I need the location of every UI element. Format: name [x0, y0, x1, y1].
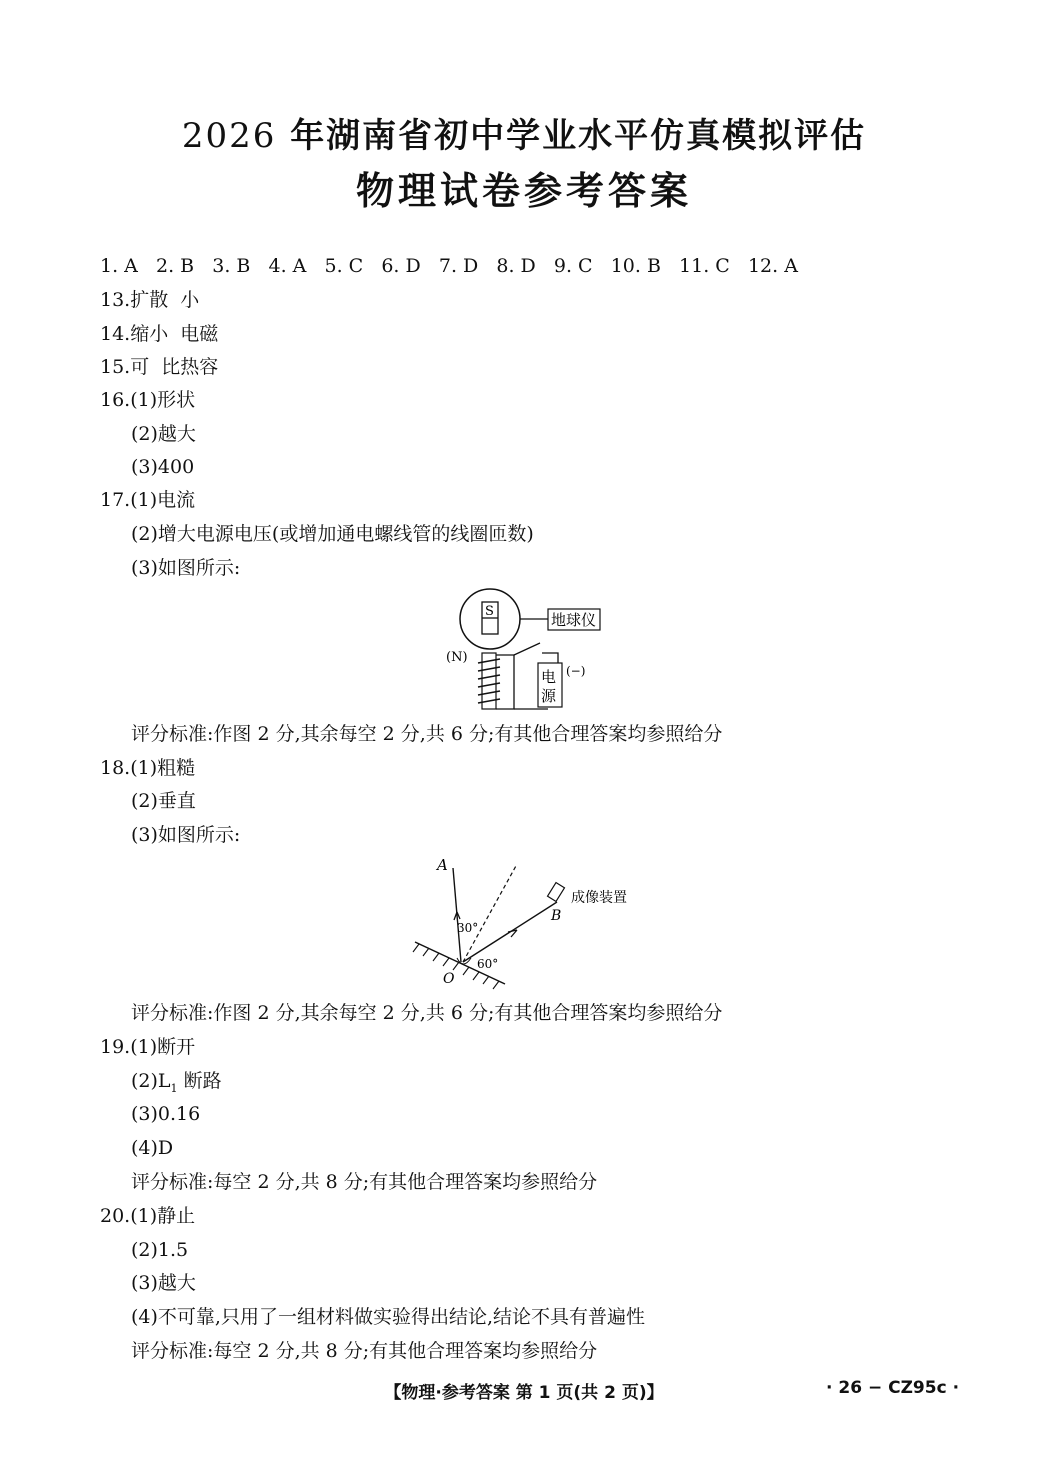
- answer-19-2-sub: 1: [170, 1081, 178, 1095]
- power-minus-label: (−): [566, 664, 586, 678]
- answer-16-1: 16.(1)形状: [100, 389, 196, 411]
- answer-14: 14.缩小 电磁: [100, 323, 219, 345]
- answer-19-2: [131, 1068, 222, 1102]
- wire-top: [496, 655, 514, 673]
- normal-line: [463, 864, 517, 962]
- answer-18-3: (3)如图所示:: [131, 824, 241, 846]
- incident-ray: [453, 868, 461, 962]
- title-line-1: [0, 108, 1048, 157]
- answer-20-1: 20.(1)静止: [100, 1205, 196, 1227]
- answer-20-4: (4)不可靠,只用了一组材料做实验得出结论,结论不具有普遍性: [131, 1306, 645, 1328]
- answer-13: 13.扩散 小: [100, 289, 200, 311]
- label-b: B: [551, 908, 562, 924]
- n-pole-label: (N): [446, 650, 468, 665]
- scoring-17: 评分标准:作图 2 分,其余每空 2 分,共 6 分;有其他合理答案均参照给分: [131, 723, 723, 745]
- choice-answers: 1. A 2. B 3. B 4. A 5. C 6. D 7. D 8. D 9. C 10. B 11. C 12. A: [100, 255, 798, 277]
- answer-19-3: (3)0.16: [131, 1103, 201, 1125]
- answer-19-2-pre: (2)L: [131, 1070, 171, 1092]
- answer-18-2: (2)垂直: [131, 790, 196, 812]
- power-label-2: 源: [541, 687, 557, 705]
- scoring-18: 评分标准:作图 2 分,其余每空 2 分,共 6 分;有其他合理答案均参照给分: [131, 1002, 723, 1024]
- answer-16-3: (3)400: [131, 456, 195, 478]
- globe-label: 地球仪: [551, 611, 597, 629]
- title-year: 2026: [181, 116, 277, 156]
- scoring-20: 评分标准:每空 2 分,共 8 分;有其他合理答案均参照给分: [131, 1340, 598, 1362]
- power-label-1: 电: [541, 668, 557, 686]
- imaging-device: [548, 883, 565, 902]
- answer-18-1: 18.(1)粗糙: [100, 757, 196, 779]
- answer-20-2: (2)1.5: [131, 1239, 189, 1261]
- answer-17-1: 17.(1)电流: [100, 489, 196, 511]
- answer-15: 15.可 比热容: [100, 356, 219, 378]
- device-label: 成像装置: [571, 890, 627, 906]
- answer-17-2: (2)增大电源电压(或增加通电螺线管的线圈匝数): [131, 523, 534, 545]
- answer-16-2: (2)越大: [131, 423, 196, 445]
- title-line-2: 物理试卷参考答案: [355, 169, 692, 213]
- answer-19-2-post: 断路: [177, 1070, 222, 1092]
- reflected-arrow: [508, 930, 517, 937]
- answer-20-3: (3)越大: [131, 1272, 196, 1294]
- answer-17-3: (3)如图所示:: [131, 557, 241, 579]
- footer-code: · 26 − CZ95c ·: [826, 1378, 960, 1398]
- answer-19-4: (4)D: [131, 1137, 174, 1159]
- magnet-s-label: S: [485, 604, 494, 619]
- scoring-19: 评分标准:每空 2 分,共 8 分;有其他合理答案均参照给分: [131, 1171, 598, 1193]
- angle-30-label: 30°: [457, 921, 479, 935]
- wire-switch: [542, 653, 558, 663]
- figure-reflection: [405, 850, 645, 995]
- answer-19-1: 19.(1)断开: [100, 1036, 196, 1058]
- figure-electromagnet: [430, 583, 630, 718]
- angle-60-label: 60°: [477, 957, 499, 971]
- switch-blade: [514, 643, 540, 655]
- title-line-1-text: 年湖南省初中学业水平仿真模拟评估: [290, 116, 867, 156]
- footer-page-info: 【物理·参考答案 第 1 页(共 2 页)】: [384, 1383, 664, 1403]
- label-a: A: [437, 856, 448, 874]
- label-o: O: [443, 971, 455, 987]
